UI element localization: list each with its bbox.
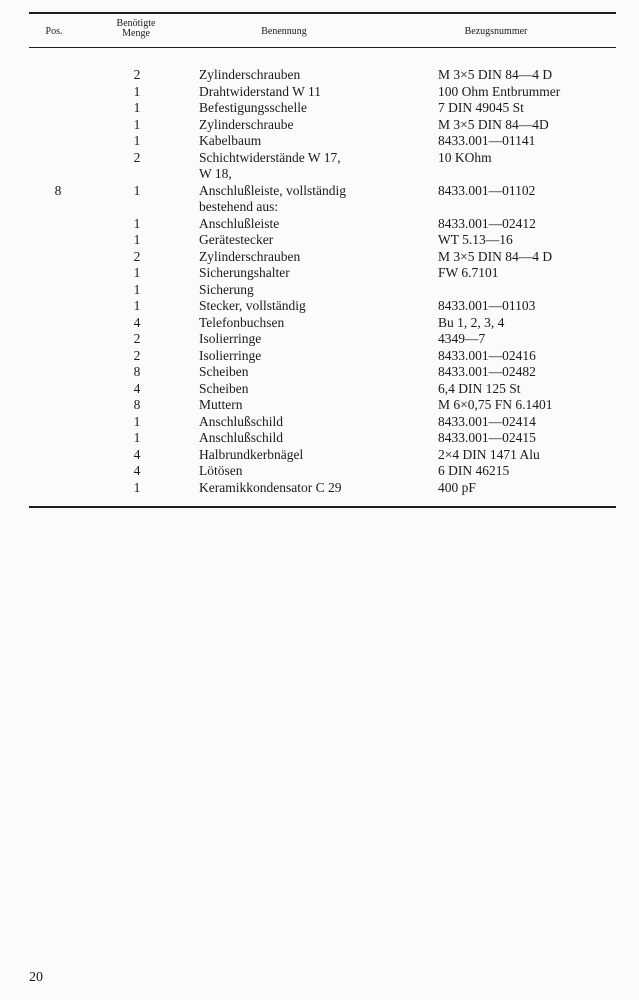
row-quantity: 2 [133,347,141,363]
row-reference: 8433.001—02482 [438,364,536,379]
row-name: Stecker, vollständig [199,298,306,313]
row-quantity: 1 [133,215,141,231]
row-quantity: 4 [133,463,141,478]
table-row [0,84,639,101]
row-reference: 8433.001—01141 [438,133,536,148]
parts-table-body [0,67,639,496]
row-name: Telefonbuchsen [199,314,285,330]
row-name: Anschlußleiste [199,215,280,231]
table-row [0,430,639,447]
table-row [0,348,639,365]
row-name: Lötösen [199,463,243,478]
row-name: Befestigungsschelle [199,100,307,115]
header-menge-line2: Menge [122,28,150,39]
table-row [0,480,639,497]
row-reference: 8433.001—01103 [438,298,536,313]
row-quantity: 1 [133,430,141,445]
table-row [0,463,639,480]
table-row [0,397,639,414]
row-quantity: 1 [133,116,141,132]
row-quantity: 4 [133,314,141,330]
table-row [0,364,639,381]
row-reference: 100 Ohm Entbrummer [438,83,561,99]
row-reference: 10 KOhm [438,149,492,165]
table-top-rule [29,12,616,14]
row-reference: M 3×5 DIN 84—4D [438,116,549,132]
row-name: Gerätestecker [199,232,274,247]
row-name: Zylinderschrauben [199,248,301,264]
row-reference: 8433.001—02416 [438,347,536,363]
row-quantity: 1 [133,232,141,247]
row-quantity: 1 [133,479,141,495]
row-quantity: 1 [133,133,141,148]
row-reference: M 3×5 DIN 84—4 D [438,248,553,264]
row-name: Schichtwiderstände W 17, W 18, [199,149,341,181]
row-name: Halbrundkerbnägel [199,446,304,462]
table-row [0,67,639,84]
row-quantity: 8 [133,364,141,379]
row-quantity: 2 [133,149,141,165]
row-quantity: 4 [133,380,141,396]
table-row [0,414,639,431]
row-quantity: 2 [133,331,141,346]
table-row [0,100,639,117]
row-pos: 8 [54,182,62,198]
header-rule [29,47,616,48]
row-name: Anschlußschild [199,413,283,429]
row-name: Keramikkondensator C 29 [199,479,342,495]
row-name: Scheiben [199,364,249,379]
table-row [0,249,639,266]
row-quantity: 1 [133,100,141,115]
row-name: Isolierringe [199,331,262,346]
row-reference: FW 6.7101 [438,265,499,280]
row-quantity: 1 [133,281,141,297]
row-reference: M 3×5 DIN 84—4 D [438,67,553,82]
table-row [0,381,639,398]
row-reference: 8433.001—02414 [438,413,536,429]
header-menge [110,19,162,39]
row-name: Anschlußleiste, vollständig bestehend aus: [199,182,346,214]
table-row [0,282,639,299]
row-quantity: 1 [133,413,141,429]
row-quantity: 2 [133,67,141,82]
header-pos: Pos. [45,26,63,37]
table-row [0,183,639,216]
row-quantity: 1 [133,83,141,99]
table-row [0,315,639,332]
table-row [0,331,639,348]
row-reference: 400 pF [438,479,476,495]
row-reference: Bu 1, 2, 3, 4 [438,314,505,330]
row-name: Isolierringe [199,347,262,363]
table-row [0,232,639,249]
row-name: Anschlußschild [199,430,283,445]
row-reference: 8433.001—02415 [438,430,536,445]
table-row [0,447,639,464]
table-bottom-rule [29,506,616,508]
table-row [0,298,639,315]
row-name: Muttern [199,397,243,412]
table-row [0,150,639,183]
table-row [0,133,639,150]
row-name: Zylinderschrauben [199,67,301,82]
row-reference: 4349—7 [438,331,486,346]
header-benennung: Benennung [261,26,307,37]
row-name: Scheiben [199,380,249,396]
row-reference: 6 DIN 46215 [438,463,510,478]
row-name: Drahtwiderstand W 11 [199,83,321,99]
row-quantity: 1 [133,182,141,198]
page-number: 20 [29,970,43,985]
row-reference: 2×4 DIN 1471 Alu [438,446,540,462]
header-menge-line1: Benötigte [116,18,156,29]
table-row [0,265,639,282]
row-name: Kabelbaum [199,133,262,148]
table-row [0,117,639,134]
row-name: Zylinderschraube [199,116,294,132]
row-quantity: 1 [133,298,141,313]
row-quantity: 1 [133,265,141,280]
row-name: Sicherungshalter [199,265,290,280]
row-quantity: 8 [133,397,141,412]
row-reference: 7 DIN 49045 St [438,100,524,115]
row-name: Sicherung [199,281,254,297]
row-quantity: 4 [133,446,141,462]
table-row [0,216,639,233]
row-reference: WT 5.13—16 [438,232,513,247]
row-reference: 6,4 DIN 125 St [438,380,521,396]
row-reference: 8433.001—02412 [438,215,536,231]
header-bezugsnummer: Bezugsnummer [464,26,528,37]
row-quantity: 2 [133,248,141,264]
row-reference: M 6×0,75 FN 6.1401 [438,397,553,412]
row-reference: 8433.001—01102 [438,182,536,198]
